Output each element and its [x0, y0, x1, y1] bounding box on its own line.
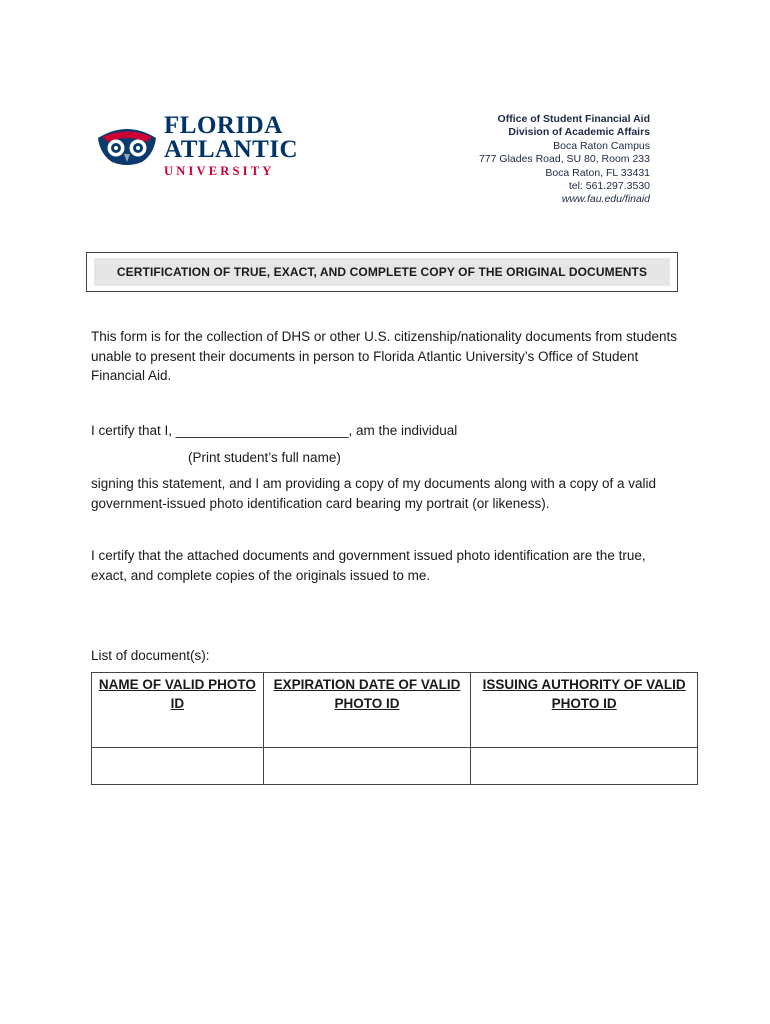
cell-expiration-date[interactable]: [263, 748, 471, 785]
division-name: Division of Academic Affairs: [508, 126, 650, 139]
website-link[interactable]: www.fau.edu/finaid: [561, 193, 650, 206]
office-address-block: [479, 113, 650, 207]
form-title: CERTIFICATION OF TRUE, EXACT, AND COMPLETE COPY OF THE ORIGINAL DOCUMENTS: [94, 258, 670, 286]
street-address: 777 Glades Road, SU 80, Room 233: [478, 153, 650, 166]
table-row: [92, 748, 698, 785]
campus-name: Boca Raton Campus: [553, 139, 650, 152]
logo-atlantic: ATLANTIC: [164, 136, 299, 163]
cell-name-of-id[interactable]: [92, 748, 264, 785]
certify-name-line: I certify that I, _______________________, am the individual: [91, 423, 458, 438]
header-name-of-id: NAME OF VALID PHOTO ID: [92, 673, 264, 748]
office-name: Office of Student Financial Aid: [497, 113, 650, 125]
signing-paragraph: signing this statement, and I am providing a copy of my documents along with a copy of a valid government-issued photo identification card bearing my portrait (or likeness).: [91, 476, 657, 511]
header-expiration-date: EXPIRATION DATE OF VALID PHOTO ID: [263, 673, 471, 748]
documents-table: [91, 672, 698, 785]
owl-logo-icon: [96, 124, 158, 166]
document-list-label: List of document(s):: [91, 648, 210, 663]
header-issuing-authority: ISSUING AUTHORITY OF VALID PHOTO ID: [471, 673, 698, 748]
title-box: [86, 252, 678, 292]
certify-attached-paragraph: I certify that the attached documents and government issued photo identification are the true, exact, and complete copies of the originals issued to me.: [91, 548, 646, 583]
logo-university: UNIVERSITY: [164, 164, 275, 178]
intro-paragraph: This form is for the collection of DHS or other U.S. citizenship/nationality documents from students unable to present their documents in person to Florida Atlantic University’s Office of Student Financial Aid.: [91, 329, 677, 383]
university-logo: [96, 112, 306, 178]
print-name-caption: (Print student’s full name): [188, 450, 341, 465]
table-header-row: [92, 673, 698, 748]
logo-florida: FLORIDA: [164, 112, 283, 139]
cell-issuing-authority[interactable]: [471, 748, 698, 785]
city-address: Boca Raton, FL 33431: [545, 166, 650, 179]
telephone: tel: 561.297.3530: [568, 180, 650, 193]
